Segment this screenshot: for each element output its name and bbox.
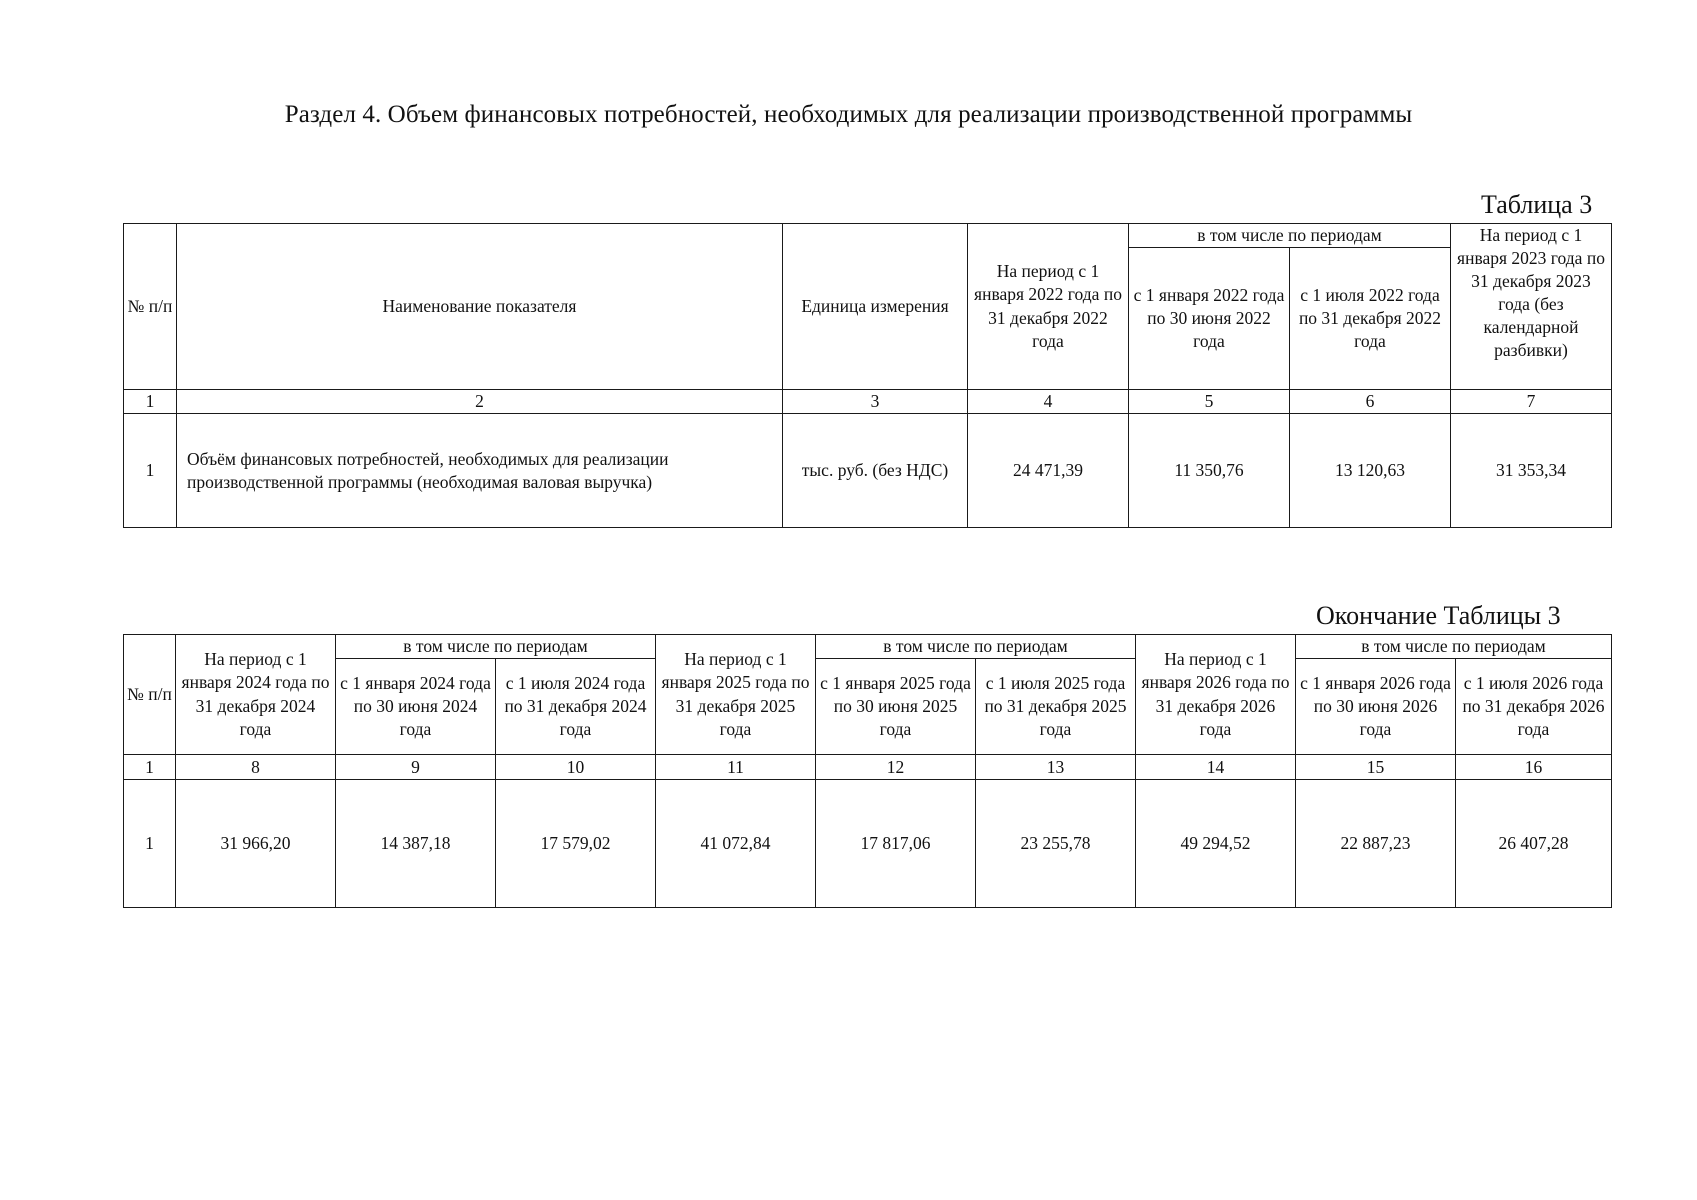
header-h2-2026: с 1 июля 2026 года по 31 декабря 2026 года [1456, 659, 1612, 755]
row-value-h1-2022: 11 350,76 [1129, 414, 1290, 528]
header-period-2023: На период с 1 января 2023 года по 31 декабря 2023 года (без календарной разбивки) [1451, 224, 1612, 390]
header-group-periods: в том числе по периодам [816, 635, 1136, 659]
row-value-h1-2026: 22 887,23 [1296, 780, 1456, 908]
row-value-h2-2022: 13 120,63 [1290, 414, 1451, 528]
table-continuation-caption: Окончание Таблицы 3 [1316, 601, 1561, 630]
index-cell: 8 [176, 755, 336, 780]
header-h2-2022: с 1 июля 2022 года по 31 декабря 2022 года [1290, 248, 1451, 390]
financial-needs-table [123, 223, 1612, 528]
index-cell: 16 [1456, 755, 1612, 780]
index-cell: 10 [496, 755, 656, 780]
index-cell: 1 [124, 755, 176, 780]
header-period-2026: На период с 1 января 2026 года по 31 декабря 2026 года [1136, 635, 1296, 755]
header-h2-2024: с 1 июля 2024 года по 31 декабря 2024 года [496, 659, 656, 755]
header-group-periods: в том числе по периодам [1129, 224, 1451, 248]
header-h1-2026: с 1 января 2026 года по 30 июня 2026 года [1296, 659, 1456, 755]
index-cell: 14 [1136, 755, 1296, 780]
index-cell: 2 [177, 390, 783, 414]
index-cell: 7 [1451, 390, 1612, 414]
row-value-2022: 24 471,39 [968, 414, 1129, 528]
header-indicator-name: Наименование показателя [177, 224, 783, 390]
header-row-number: № п/п [124, 224, 177, 390]
row-value-h2-2025: 23 255,78 [976, 780, 1136, 908]
row-value-h2-2026: 26 407,28 [1456, 780, 1612, 908]
financial-needs-table-continuation [123, 634, 1612, 908]
header-h2-2025: с 1 июля 2025 года по 31 декабря 2025 года [976, 659, 1136, 755]
header-group-periods: в том числе по периодам [336, 635, 656, 659]
index-cell: 13 [976, 755, 1136, 780]
row-unit: тыс. руб. (без НДС) [783, 414, 968, 528]
header-row-number: № п/п [124, 635, 176, 755]
row-value-h2-2024: 17 579,02 [496, 780, 656, 908]
index-cell: 4 [968, 390, 1129, 414]
row-number: 1 [124, 414, 177, 528]
index-cell: 6 [1290, 390, 1451, 414]
index-cell: 15 [1296, 755, 1456, 780]
row-value-2026: 49 294,52 [1136, 780, 1296, 908]
header-unit: Единица измерения [783, 224, 968, 390]
index-cell: 9 [336, 755, 496, 780]
header-h1-2022: с 1 января 2022 года по 30 июня 2022 года [1129, 248, 1290, 390]
header-period-2025: На период с 1 января 2025 года по 31 декабря 2025 года [656, 635, 816, 755]
row-value-h1-2025: 17 817,06 [816, 780, 976, 908]
index-cell: 11 [656, 755, 816, 780]
row-value-h1-2024: 14 387,18 [336, 780, 496, 908]
index-cell: 5 [1129, 390, 1290, 414]
row-value-2023: 31 353,34 [1451, 414, 1612, 528]
header-period-2022: На период с 1 января 2022 года по 31 декабря 2022 года [968, 224, 1129, 390]
index-cell: 1 [124, 390, 177, 414]
column-index-row [124, 390, 1612, 414]
column-index-row [124, 755, 1612, 780]
header-h1-2024: с 1 января 2024 года по 30 июня 2024 года [336, 659, 496, 755]
table-row [124, 414, 1612, 528]
table-row [124, 780, 1612, 908]
header-h1-2025: с 1 января 2025 года по 30 июня 2025 года [816, 659, 976, 755]
header-period-2024: На период с 1 января 2024 года по 31 декабря 2024 года [176, 635, 336, 755]
row-number: 1 [124, 780, 176, 908]
row-indicator-name: Объём финансовых потребностей, необходимых для реализации производственной программы (необходимая валовая выручка) [177, 414, 783, 528]
table-caption: Таблица 3 [1481, 190, 1593, 219]
row-value-2024: 31 966,20 [176, 780, 336, 908]
row-value-2025: 41 072,84 [656, 780, 816, 908]
header-group-periods: в том числе по периодам [1296, 635, 1612, 659]
index-cell: 12 [816, 755, 976, 780]
page-heading: Раздел 4. Объем финансовых потребностей, необходимых для реализации производственной программы [284, 101, 1413, 128]
index-cell: 3 [783, 390, 968, 414]
